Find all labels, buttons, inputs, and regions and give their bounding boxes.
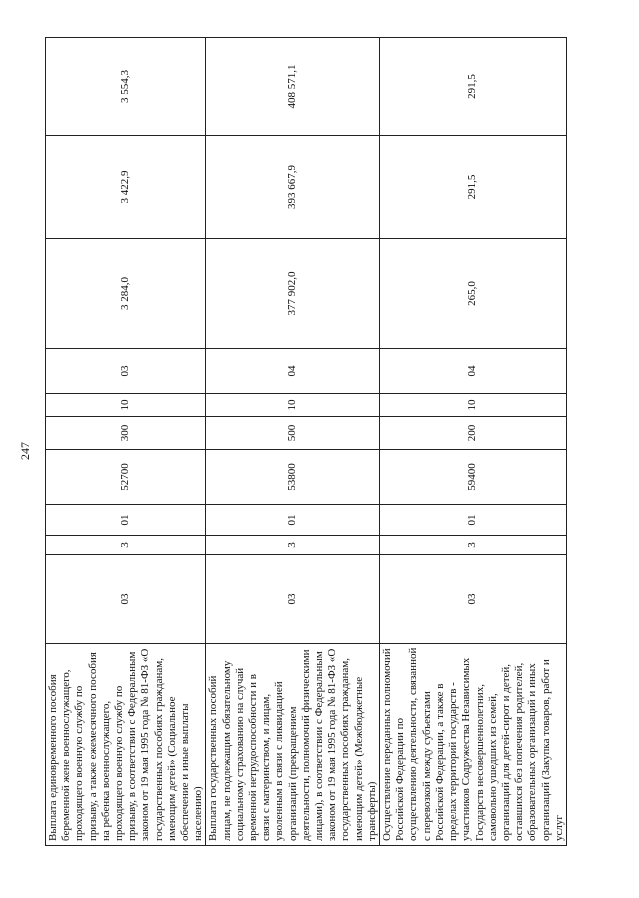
cell-value-1: 377 902,0 <box>206 239 380 349</box>
cell-value-3: 3 554,3 <box>46 38 206 136</box>
budget-table <box>45 37 567 846</box>
cell-c6: 10 <box>46 394 206 417</box>
cell-c4: 59400 <box>380 450 567 505</box>
cell-c7: 04 <box>380 349 567 394</box>
cell-c3: 01 <box>206 505 380 536</box>
cell-c3: 01 <box>380 505 567 536</box>
row-name: Выплата государственных пособий лицам, не подлежащим обязательному социальному страхованию на случай временной нетрудоспособности и в связи с материнством, и лицам, уволенным в связи с ликвидацией организаций (прекращением деятельности, полномочий физическими лицами), в соответствии с Федеральным законом от 19 мая 1995 года № 81-ФЗ «О государственных пособиях гражданам, имеющим детей» (Межбюджетные трансферты) <box>206 644 380 846</box>
cell-value-2: 291,5 <box>380 136 567 239</box>
cell-rz: 03 <box>380 555 567 644</box>
cell-vr: 300 <box>46 417 206 450</box>
cell-value-1: 3 284,0 <box>46 239 206 349</box>
cell-value-2: 393 667,9 <box>206 136 380 239</box>
cell-c6: 10 <box>380 394 567 417</box>
cell-value-3: 291,5 <box>380 38 567 136</box>
cell-value-2: 3 422,9 <box>46 136 206 239</box>
page-number: 247 <box>18 442 32 460</box>
table-row <box>380 38 567 846</box>
cell-rz: 03 <box>206 555 380 644</box>
cell-vr: 500 <box>206 417 380 450</box>
row-name: Осуществление переданных полномочий Российской Федерации по осуществлению деятельности, связанной с перевозкой между субъектами Российской Федерации, а также в пределах территорий государств - участников Содружества Независимых Государств несовершеннолетних, самовольно ушедших из семей, организаций для детей-сирот и детей, оставшихся без попечения родителей, образовательных организаций и иных организаций (Закупка товаров, работ и услуг <box>380 644 567 846</box>
cell-c3: 01 <box>46 505 206 536</box>
table-row <box>206 38 380 846</box>
cell-pr: 3 <box>206 536 380 555</box>
cell-value-1: 265,0 <box>380 239 567 349</box>
cell-vr: 200 <box>380 417 567 450</box>
cell-c7: 03 <box>46 349 206 394</box>
cell-c7: 04 <box>206 349 380 394</box>
cell-c6: 10 <box>206 394 380 417</box>
cell-pr: 3 <box>46 536 206 555</box>
cell-rz: 03 <box>46 555 206 644</box>
table-row <box>46 38 206 846</box>
cell-pr: 3 <box>380 536 567 555</box>
cell-c4: 52700 <box>46 450 206 505</box>
cell-c4: 53800 <box>206 450 380 505</box>
cell-value-3: 408 571,1 <box>206 38 380 136</box>
row-name: Выплата единовременного пособия беременной жене военнослужащего, проходящего военную службу по призыву, а также ежемесячного пособия на ребенка военнослужащего, проходящего военную службу по призыву, в соответствии с Федеральным законом от 19 мая 1995 года № 81-ФЗ «О государственных пособиях гражданам, имеющим детей» (Социальное обеспечение и иные выплаты населению) <box>46 644 206 846</box>
